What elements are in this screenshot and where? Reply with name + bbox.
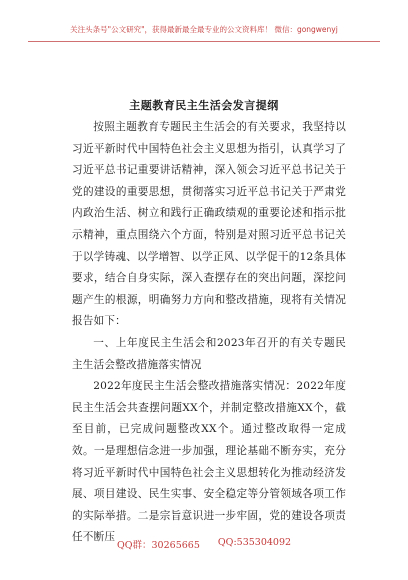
paragraph-intro: 按照主题教育专题民主生活会的有关要求，我坚持以习近平新时代中国特色社会主义思想为指引，认真学习了习近平总书记重要讲话精神，深入领会习近平总书记关于党的建设的重要思想，贯彻落实习近平总书记关于严肃党内政治生活、树立和践行正确政绩观的重要论述和指示批示精神，重点围绕六个方面，特别是对照习近平总书记关于以学铸魂、以学增智、以学正风、以学促干的12条具体要求，结合自身实际，深入查摆存在的突出问题，深挖问题产生的根源，明确努力方向和整改措施，现将有关情况报告如下： xyxy=(72,121,346,328)
footer-qq-group: QQ群：30265665 xyxy=(116,540,200,551)
header-divider xyxy=(28,41,380,42)
section-heading-1: 一、上年度民主生活会和2023年召开的有关专题民主生活会整改措施落实情况 xyxy=(72,336,346,371)
footer-qq: QQ:535304092 xyxy=(217,537,292,548)
header-notice: 关注头条号"公文研究"，获得最新最全最专业的公文资料库！ 微信：gongwenyj xyxy=(70,25,338,34)
document-title: 主题教育民主生活会发言提纲 xyxy=(129,99,279,112)
paragraph-2022-review: 2022年度民主生活会整改措施落实情况：2022年度民主生活会共查摆问题XX个，并制定整改措施XX个，截至目前，已完成问题整改XX个。通过整改取得一定成效。一是理想信念进一步加强，理论基础不断夯实，充分将习近平新时代中国特色社会主义思想转化为推动经济发展、项目建设、民生实事、安全稳定等分管领域各项工作的实际举措。二是宗旨意识进一步牢固，党的建设各项责任不断压 xyxy=(72,380,346,544)
document-body xyxy=(72,117,346,549)
footer-contact xyxy=(0,537,408,551)
